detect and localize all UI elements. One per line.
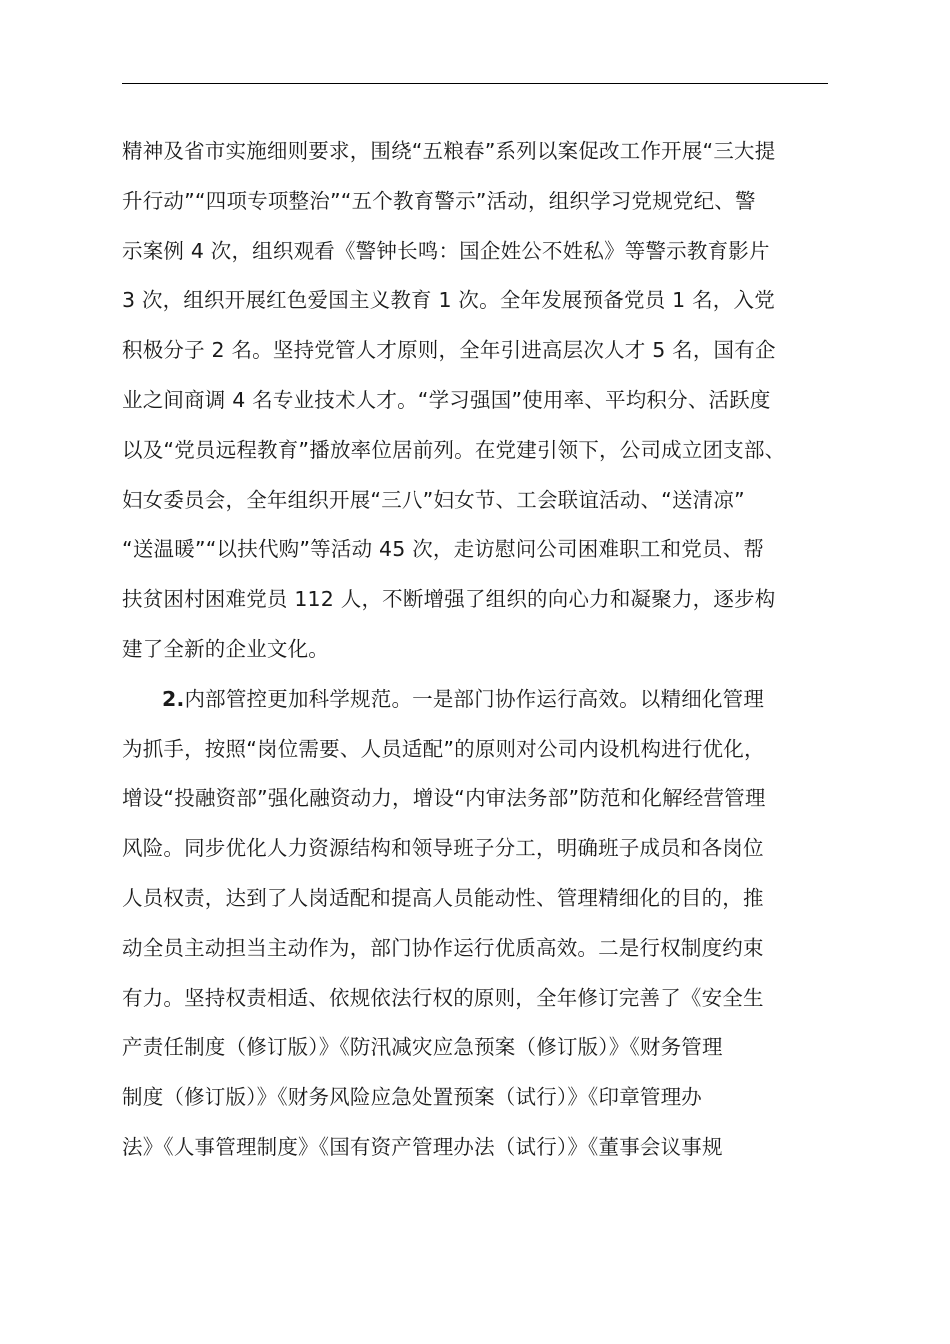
paragraph-line: 产责任制度（修订版）》《防汛减灾应急预案（修订版）》《财务管理 — [122, 1035, 723, 1060]
paragraph-line: 制度（修订版）》《财务风险应急处置预案（试行）》《印章管理办 — [122, 1085, 702, 1110]
paragraph-line: 风险。同步优化人力资源结构和领导班子分工，明确班子成员和各岗位 — [122, 836, 764, 861]
section-number: 2. — [162, 686, 185, 711]
paragraph-line: 人员权责，达到了人岗适配和提高人员能动性、管理精细化的目的，推 — [122, 885, 764, 910]
header-rule — [122, 83, 828, 84]
paragraph-line: 示案例 4 次，组织观看《警钟长鸣：国企姓公不姓私》等警示教育影片 — [122, 238, 770, 263]
paragraph-line: 升行动”“四项专项整治”“五个教育警示”活动，组织学习党规党纪、警 — [122, 188, 756, 213]
document-body — [122, 127, 842, 1173]
paragraph-line: 3 次，组织开展红色爱国主义教育 1 次。全年发展预备党员 1 名，入党 — [122, 288, 775, 313]
paragraph-line: 扶贫困村困难党员 112 人，不断增强了组织的向心力和凝聚力，逐步构 — [122, 587, 776, 612]
paragraph-line: 增设“投融资部”强化融资动力，增设“内审法务部”防范和化解经营管理 — [122, 786, 766, 811]
paragraph-line: “送温暖”“以扶代购”等活动 45 次，走访慰问公司困难职工和党员、帮 — [122, 537, 765, 562]
paragraph-line: 妇女委员会，全年组织开展“三八”妇女节、工会联谊活动、“送清凉” — [122, 487, 745, 512]
paragraph-line: 以及“党员远程教育”播放率位居前列。在党建引领下，公司成立团支部、 — [122, 437, 786, 462]
section-2-heading-line — [122, 675, 842, 725]
paragraph-line: 动全员主动担当主动作为，部门协作运行优质高效。二是行权制度约束 — [122, 935, 764, 960]
paragraph-line: 精神及省市实施细则要求，围绕“五粮春”系列以案促改工作开展“三大提 — [122, 139, 776, 163]
section-first-line: 内部管控更加科学规范。一是部门协作运行高效。以精细化管理 — [184, 686, 765, 711]
paragraph-line: 有力。坚持权责相适、依规依法行权的原则，全年修订完善了《安全生 — [122, 985, 764, 1010]
paragraph-line: 法》《人事管理制度》《国有资产管理办法（试行）》《董事会议事规 — [122, 1134, 723, 1159]
paragraph-line: 积极分子 2 名。坚持党管人才原则，全年引进高层次人才 5 名，国有企 — [122, 338, 776, 363]
paragraph-line: 建了全新的企业文化。 — [122, 636, 329, 661]
paragraph-line: 为抓手，按照“岗位需要、人员适配”的原则对公司内设机构进行优化， — [122, 736, 765, 761]
paragraph-line: 业之间商调 4 名专业技术人才。“学习强国”使用率、平均积分、活跃度 — [122, 387, 771, 412]
